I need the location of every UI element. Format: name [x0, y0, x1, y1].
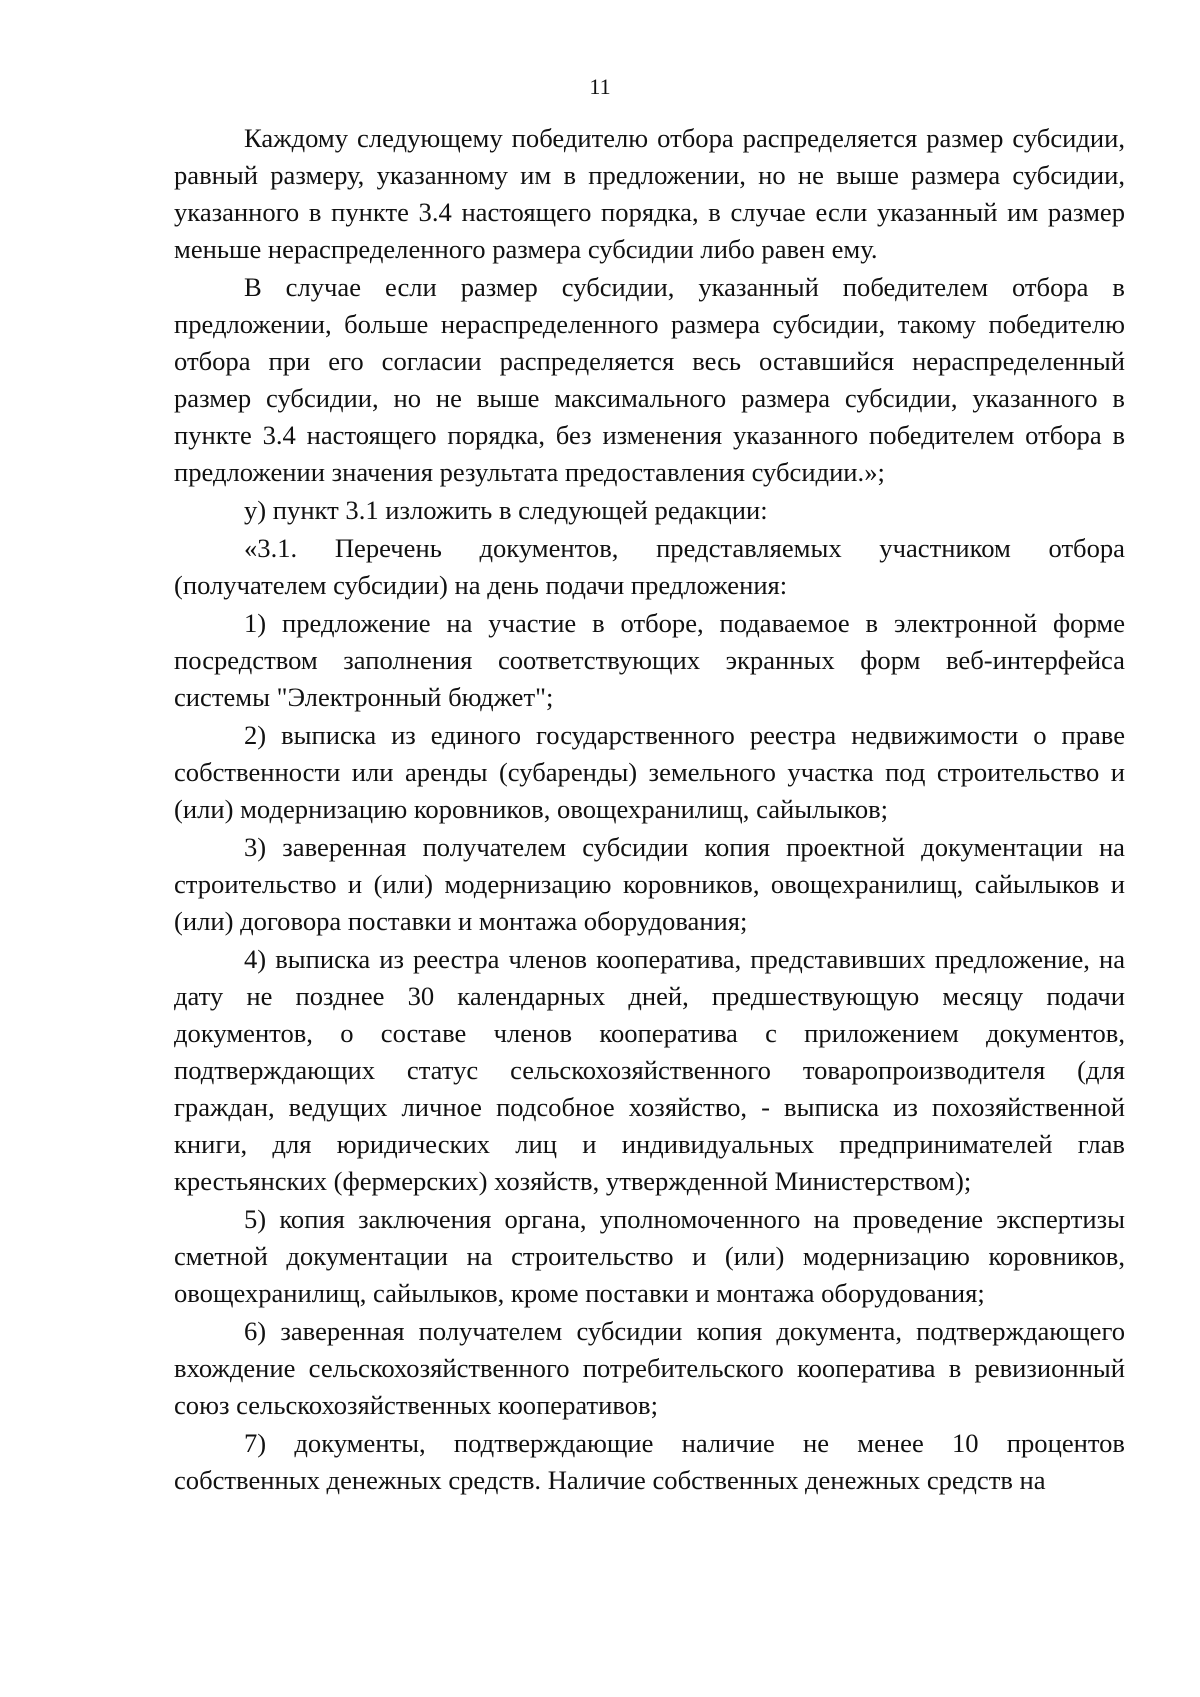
paragraph-clause-3-1: «3.1. Перечень документов, представляемых участником отбора (получателем субсидии) на день подачи предложения: — [174, 533, 1125, 600]
list-item-1: 1) предложение на участие в отборе, подаваемое в электронной форме посредством заполнения соответствующих экранных форм веб-интерфейса системы "Электронный бюджет"; — [174, 608, 1125, 712]
page-number: 11 — [589, 74, 611, 99]
list-item-5: 5) копия заключения органа, уполномоченного на проведение экспертизы сметной документации на строительство и (или) модернизацию коровников, овощехранилищ, сайылыков, кроме поставки и монтажа оборудования; — [174, 1204, 1125, 1308]
list-item-2: 2) выписка из единого государственного реестра недвижимости о праве собственности или аренды (субаренды) земельного участка под строительство и (или) модернизацию коровников, овощехранилищ, сайылыков; — [174, 720, 1125, 824]
list-item-6: 6) заверенная получателем субсидии копия документа, подтверждающего вхождение сельскохозяйственного потребительского кооператива в ревизионный союз сельскохозяйственных кооперативов; — [174, 1316, 1125, 1420]
paragraph-item-u: у) пункт 3.1 изложить в следующей редакции: — [244, 495, 768, 525]
list-item-3: 3) заверенная получателем субсидии копия проектной документации на строительство и (или) модернизацию коровников, овощехранилищ, сайылыков и (или) договора поставки и монтажа оборудования; — [174, 832, 1125, 936]
paragraph-next-winner: Каждому следующему победителю отбора распределяется размер субсидии, равный размеру, указанному им в предложении, но не выше размера субсидии, указанного в пункте 3.4 настоящего порядка, в случае если указанный им размер меньше нераспределенного размера субсидии либо равен ему. — [174, 123, 1125, 264]
list-item-4: 4) выписка из реестра членов кооператива, представивших предложение, на дату не позднее 30 календарных дней, предшествующую месяцу подачи документов, о составе членов кооператива с приложением документов, подтверждающих статус сельскохозяйственного товаропроизводителя (для граждан, ведущих личное подсобное хозяйство, - выписка из похозяйственной книги, для юридических лиц и индивидуальных предпринимателей глав крестьянских (фермерских) хозяйств, утвержденной Министерством); — [174, 944, 1125, 1196]
document-body — [174, 120, 1125, 1500]
list-item-7: 7) документы, подтверждающие наличие не менее 10 процентов собственных денежных средств. Наличие собственных денежных средств на — [174, 1428, 1125, 1495]
paragraph-if-subsidy-larger: В случае если размер субсидии, указанный победителем отбора в предложении, больше нераспределенного размера субсидии, такому победителю отбора при его согласии распределяется весь оставшийся нераспределенный размер субсидии, но не выше максимального размера субсидии, указанного в пункте 3.4 настоящего порядка, без изменения указанного победителем отбора в предложении значения результата предоставления субсидии.»; — [174, 272, 1125, 487]
